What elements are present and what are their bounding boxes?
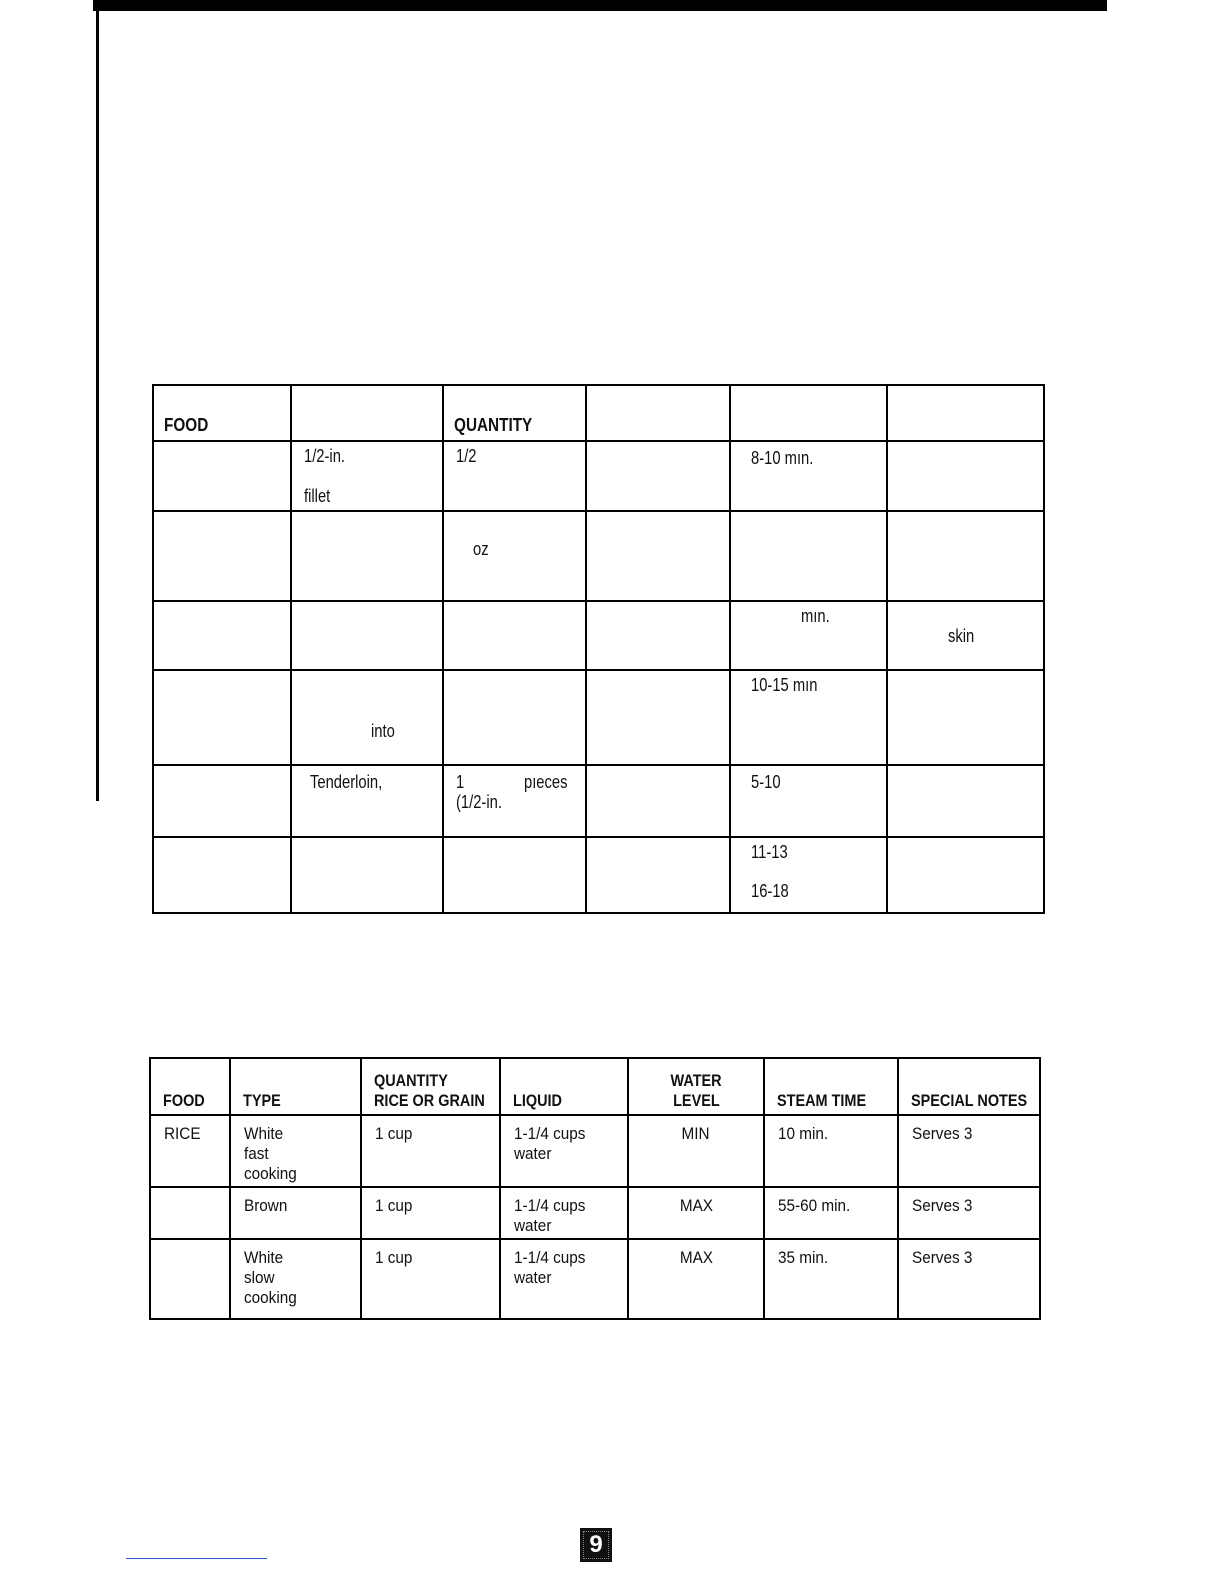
table-cell: [730, 670, 887, 765]
table-cell: [443, 670, 586, 765]
cell-text: skin: [948, 626, 975, 646]
table-cell: [153, 670, 291, 765]
table-cell: [443, 765, 586, 837]
table-cell: [586, 765, 730, 837]
table-row: [153, 511, 1044, 601]
table-cell: [291, 441, 443, 511]
table-cell: [730, 601, 887, 670]
table-cell: [887, 511, 1044, 601]
cell-text: 8-10 mın.: [751, 448, 814, 468]
table-cell: [586, 601, 730, 670]
table-row: [153, 765, 1044, 837]
cell-text: into: [371, 721, 395, 741]
table-row: [153, 441, 1044, 511]
table-cell: [291, 670, 443, 765]
cell-quantity: 1 cup: [361, 1115, 500, 1187]
cell-text: 16-18: [751, 881, 789, 901]
cell-steam-time: 55-60 min.: [764, 1187, 898, 1239]
cell-liquid: 1-1/4 cups water: [500, 1115, 628, 1187]
cell-quantity: 1 cup: [361, 1239, 500, 1319]
cell-steam-time: 35 min.: [764, 1239, 898, 1319]
table-row: [153, 670, 1044, 765]
steaming-table: [152, 384, 1045, 914]
top-rule: [93, 0, 1107, 11]
table-cell: [586, 837, 730, 913]
header-quantity: QUANTITY RICE OR GRAIN: [361, 1058, 500, 1115]
table-row: [153, 837, 1044, 913]
table-cell: [586, 511, 730, 601]
cell-notes: Serves 3: [898, 1115, 1040, 1187]
table-cell: [730, 511, 887, 601]
header-special-notes: SPECIAL NOTES: [898, 1058, 1040, 1115]
cell-water-level: MAX: [628, 1239, 764, 1319]
table-cell: [443, 601, 586, 670]
table-row: [150, 1187, 1040, 1239]
table-header-row: [150, 1058, 1040, 1115]
cell-quantity: 1 cup: [361, 1187, 500, 1239]
header-blank: [586, 385, 708, 441]
table-cell: [291, 765, 443, 837]
header-blank: [887, 385, 1020, 441]
table-cell: [730, 837, 887, 913]
table-cell: [887, 670, 1044, 765]
table-cell: [887, 441, 1044, 511]
cell-text: 5-10: [751, 772, 781, 792]
table-cell: [586, 441, 730, 511]
table-row: [153, 601, 1044, 670]
table-cell: [291, 837, 443, 913]
table-cell: [291, 601, 443, 670]
cell-text: 1: [456, 772, 465, 792]
table-row: [150, 1239, 1040, 1319]
header-water-level: WATER LEVEL: [628, 1058, 764, 1115]
cell-steam-time: 10 min.: [764, 1115, 898, 1187]
header-type: TYPE: [230, 1058, 361, 1115]
cell-notes: Serves 3: [898, 1187, 1040, 1239]
cell-water-level: MAX: [628, 1187, 764, 1239]
table-row: [150, 1115, 1040, 1187]
page-number: 9: [580, 1528, 612, 1562]
table-cell: [153, 511, 291, 601]
cell-food: [150, 1239, 230, 1319]
cell-food: RICE: [150, 1115, 230, 1187]
cell-text: mın.: [801, 606, 830, 626]
cell-type: White fast cooking: [230, 1115, 361, 1187]
table-cell: [291, 511, 443, 601]
table-cell: [153, 837, 291, 913]
header-liquid: LIQUID: [500, 1058, 628, 1115]
cell-liquid: 1-1/4 cups water: [500, 1187, 628, 1239]
cell-type: White slow cooking: [230, 1239, 361, 1319]
table-header-row: [153, 385, 1044, 441]
cell-text: oz: [473, 539, 489, 559]
table-cell: [887, 601, 1044, 670]
header-quantity: QUANTITY: [443, 385, 565, 441]
cell-notes: Serves 3: [898, 1239, 1040, 1319]
header-food: FOOD: [153, 385, 270, 441]
table-cell: [887, 837, 1044, 913]
cell-text: 1/2: [456, 446, 477, 466]
cell-text: 10-15 mın: [751, 675, 818, 695]
table-cell: [153, 441, 291, 511]
table-cell: [443, 511, 586, 601]
cell-text: pıeces: [524, 772, 568, 792]
cell-liquid: 1-1/4 cups water: [500, 1239, 628, 1319]
cell-water-level: MIN: [628, 1115, 764, 1187]
header-food: FOOD: [150, 1058, 230, 1115]
table-cell: [730, 441, 887, 511]
table-cell: [730, 765, 887, 837]
table-cell: [443, 837, 586, 913]
table-cell: [153, 765, 291, 837]
left-rule: [96, 11, 99, 801]
table-cell: [153, 601, 291, 670]
cell-type: Brown: [230, 1187, 361, 1239]
table-cell: [887, 765, 1044, 837]
header-blank: [730, 385, 863, 441]
cell-text: 11-13: [751, 842, 788, 862]
cell-text: 1/2-in. fillet: [304, 446, 346, 506]
footer-rule: [126, 1558, 267, 1559]
header-blank: [291, 385, 420, 441]
rice-table: [149, 1057, 1041, 1320]
cell-food: [150, 1187, 230, 1239]
table-cell: [443, 441, 586, 511]
cell-text: (1/2-in.: [456, 792, 502, 812]
table-cell: [586, 670, 730, 765]
cell-text: Tenderloin,: [310, 772, 383, 792]
header-steam-time: STEAM TIME: [764, 1058, 898, 1115]
